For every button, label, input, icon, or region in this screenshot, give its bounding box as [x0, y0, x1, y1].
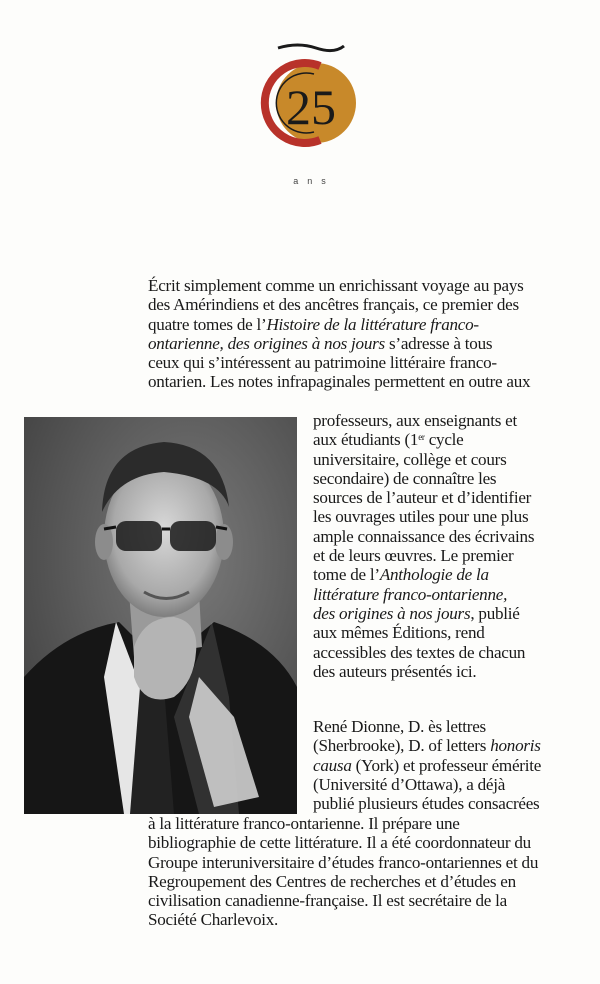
text-line: ontarienne, des origines à nos jours s’adresse à tous: [148, 333, 493, 353]
text-line: les ouvrages utiles pour une plus: [313, 507, 529, 527]
text-line: Groupe interuniversitaire d’études franco-ontariennes et du: [148, 852, 539, 872]
text-line: quatre tomes de l’Histoire de la littérature franco-: [148, 314, 479, 334]
tilde-mark: [278, 45, 344, 51]
text-line: Regroupement des Centres de recherches et d’études en: [148, 871, 516, 891]
anniversary-logo: [248, 40, 368, 190]
text-line: des Amérindiens et des ancêtres français, ce premier des: [148, 295, 519, 315]
text-line: bibliographie de cette littérature. Il a été coordonnateur du: [148, 833, 531, 853]
text-line: civilisation canadienne-française. Il est secrétaire de la: [148, 891, 507, 911]
text-line: (Université d’Ottawa), a déjà: [313, 774, 506, 794]
text-line: sources de l’auteur et d’identifier: [313, 488, 532, 508]
text-line: des auteurs présentés ici.: [313, 661, 477, 681]
text-line: ceux qui s’intéressent au patrimoine littéraire franco-: [148, 353, 497, 373]
text-line: ample connaissance des écrivains: [313, 526, 535, 546]
book-title: Histoire de la littérature franco-: [266, 314, 479, 334]
text-line: [313, 585, 553, 604]
text-line: professeurs, aux enseignants et: [313, 411, 517, 430]
paragraph-intro-continued: [313, 411, 553, 681]
book-title: des origines à nos jours: [313, 603, 471, 623]
text-line: secondaire) de connaître les: [313, 468, 497, 488]
text-line: universitaire, collège et cours: [313, 449, 507, 469]
paragraph-author-bio: [313, 717, 553, 813]
text-line: ontarien. Les notes infrapaginales permettent en outre aux: [148, 372, 531, 392]
text-line: Société Charlevoix.: [148, 910, 279, 930]
logo-caption: ans: [293, 176, 335, 186]
text-line: causa (York) et professeur émérite: [313, 755, 542, 775]
text-line: à la littérature franco-ontarienne. Il prépare une: [148, 814, 460, 833]
text-line: aux mêmes Éditions, rend: [313, 623, 485, 643]
text-line: accessibles des textes de chacun: [313, 642, 526, 662]
book-title: Anthologie de la: [379, 565, 489, 585]
author-photo: [24, 417, 297, 814]
text-line: (Sherbrooke), D. of letters honoris: [313, 736, 541, 756]
paragraph-intro: [148, 276, 550, 392]
text-line: et de leurs œuvres. Le premier: [313, 546, 514, 566]
paragraph-author-bio-continued: [148, 814, 560, 930]
logo-25-graphic: [248, 40, 368, 180]
text-line: aux étudiants (1er cycle: [313, 430, 464, 450]
text-line: tome de l’Anthologie de la: [313, 565, 489, 585]
text-line: publié plusieurs études consacrées: [313, 794, 540, 814]
book-title: ontarienne, des origines à nos jours: [148, 333, 385, 353]
text-line: des origines à nos jours, publié: [313, 603, 520, 623]
author-portrait: [24, 417, 297, 814]
text-line: Écrit simplement comme un enrichissant voyage au pays: [148, 276, 524, 295]
text-line: René Dionne, D. ès lettres: [313, 717, 486, 736]
book-title: littérature franco-ontarienne,: [313, 584, 508, 604]
logo-number: 25: [286, 79, 336, 135]
